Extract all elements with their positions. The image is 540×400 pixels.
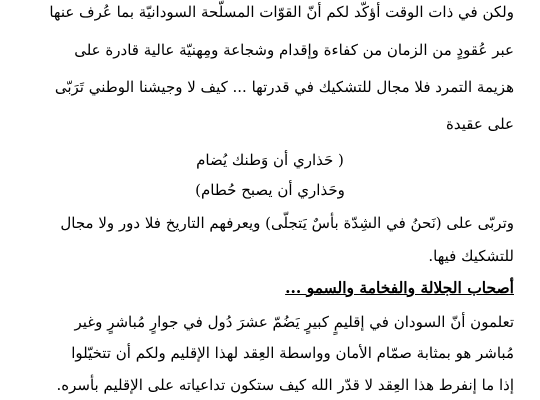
poem-line-2: وحَذاري أن يصبح حُطام) bbox=[195, 181, 345, 199]
paragraph-1-line-3: هزيمة التمرد فلا مجال للتشكيك في قدرتها ... كيف لا وجيشنا الوطني تَرَبّى bbox=[54, 78, 514, 96]
paragraph-3-line-2: مُباشر هو بمثابة صمّام الأمان وواسطة العِقد لهذا الإقليم ولكم أن تتخيّلوا bbox=[71, 344, 514, 362]
section-heading: أصحاب الجلالة والفخامة والسمو ... bbox=[285, 278, 514, 297]
paragraph-2-line-2: للتشكيك فيها. bbox=[428, 247, 514, 265]
poem-line-1: ( حَذاري أن وَطنك يُضام bbox=[196, 151, 344, 169]
paragraph-1-line-1: ولكن في ذات الوقت أؤكّد لكم أنّ القوّات المسلّحة السودانيّة بما عُرف عنها bbox=[49, 3, 514, 21]
paragraph-1-line-4: على عقيدة bbox=[446, 115, 514, 133]
paragraph-2-line-1: وتربّى على (نَحنُ في الشِدّة بأسٌ يَتجلّى) ويعرفهم التاريخ فلا دور ولا مجال bbox=[60, 214, 514, 232]
paragraph-3-line-1: تعلمون أنّ السودان في إقليمٍ كبيرٍ يَضُمّ عشرَ دُول في جوارٍ مُباشرٍ وغير bbox=[74, 313, 514, 331]
paragraph-3-line-3: إذا ما إنفرط هذا العِقد لا قدّر الله كيف ستكون تداعياته على الإقليم بأسره. bbox=[56, 376, 514, 394]
paragraph-1-line-2: عبر عُقودٍ من الزمان من كفاءة وإقدام وشجاعة ومِهنيّة عالية قادرة على bbox=[74, 41, 514, 59]
